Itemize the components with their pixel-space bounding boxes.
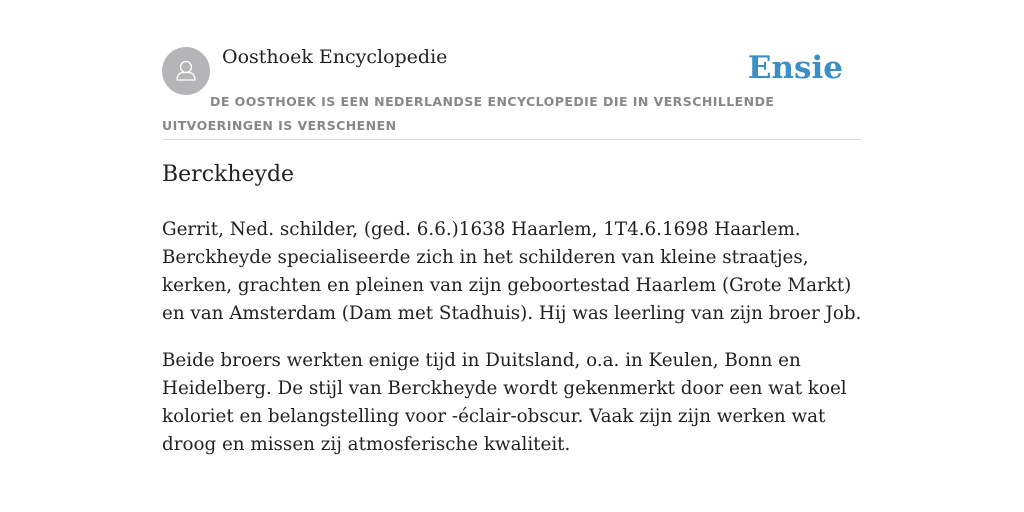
page-container — [162, 44, 862, 455]
article-title: Berckheyde — [162, 162, 295, 187]
source-name[interactable]: Oosthoek Encyclopedie — [222, 46, 448, 68]
avatar[interactable] — [162, 47, 210, 95]
header — [162, 44, 862, 140]
article-paragraph: Beide broers werkten enige tijd in Duitsland, o.a. in Keulen, Bonn en Heidelberg. De stijl van Berckheyde wordt gekenmerkt door een wat koel koloriet en belangstelling voor -éclair-obscur. Vaak zijn zijn werken wat droog en missen zij atmosferische kwaliteit. — [162, 350, 847, 455]
brand-logo[interactable]: Ensie — [747, 50, 843, 86]
user-icon — [162, 47, 210, 95]
article-body — [162, 216, 862, 478]
source-description: DE OOSTHOEK IS EEN NEDERLANDSE ENCYCLOPEDIE DIE IN VERSCHILLENDE UITVOERINGEN IS VERSCHENEN — [162, 94, 775, 133]
article-paragraph: Gerrit, Ned. schilder, (ged. 6.6.)1638 Haarlem, 1T4.6.1698 Haarlem. Berckheyde specialiseerde zich in het schilderen van kleine straatjes, kerken, grachten en pleinen van zijn geboortestad Haarlem (Grote Markt) en van Amsterdam (Dam met Stadhuis). Hij was leerling van zijn broer Job. — [162, 219, 862, 324]
